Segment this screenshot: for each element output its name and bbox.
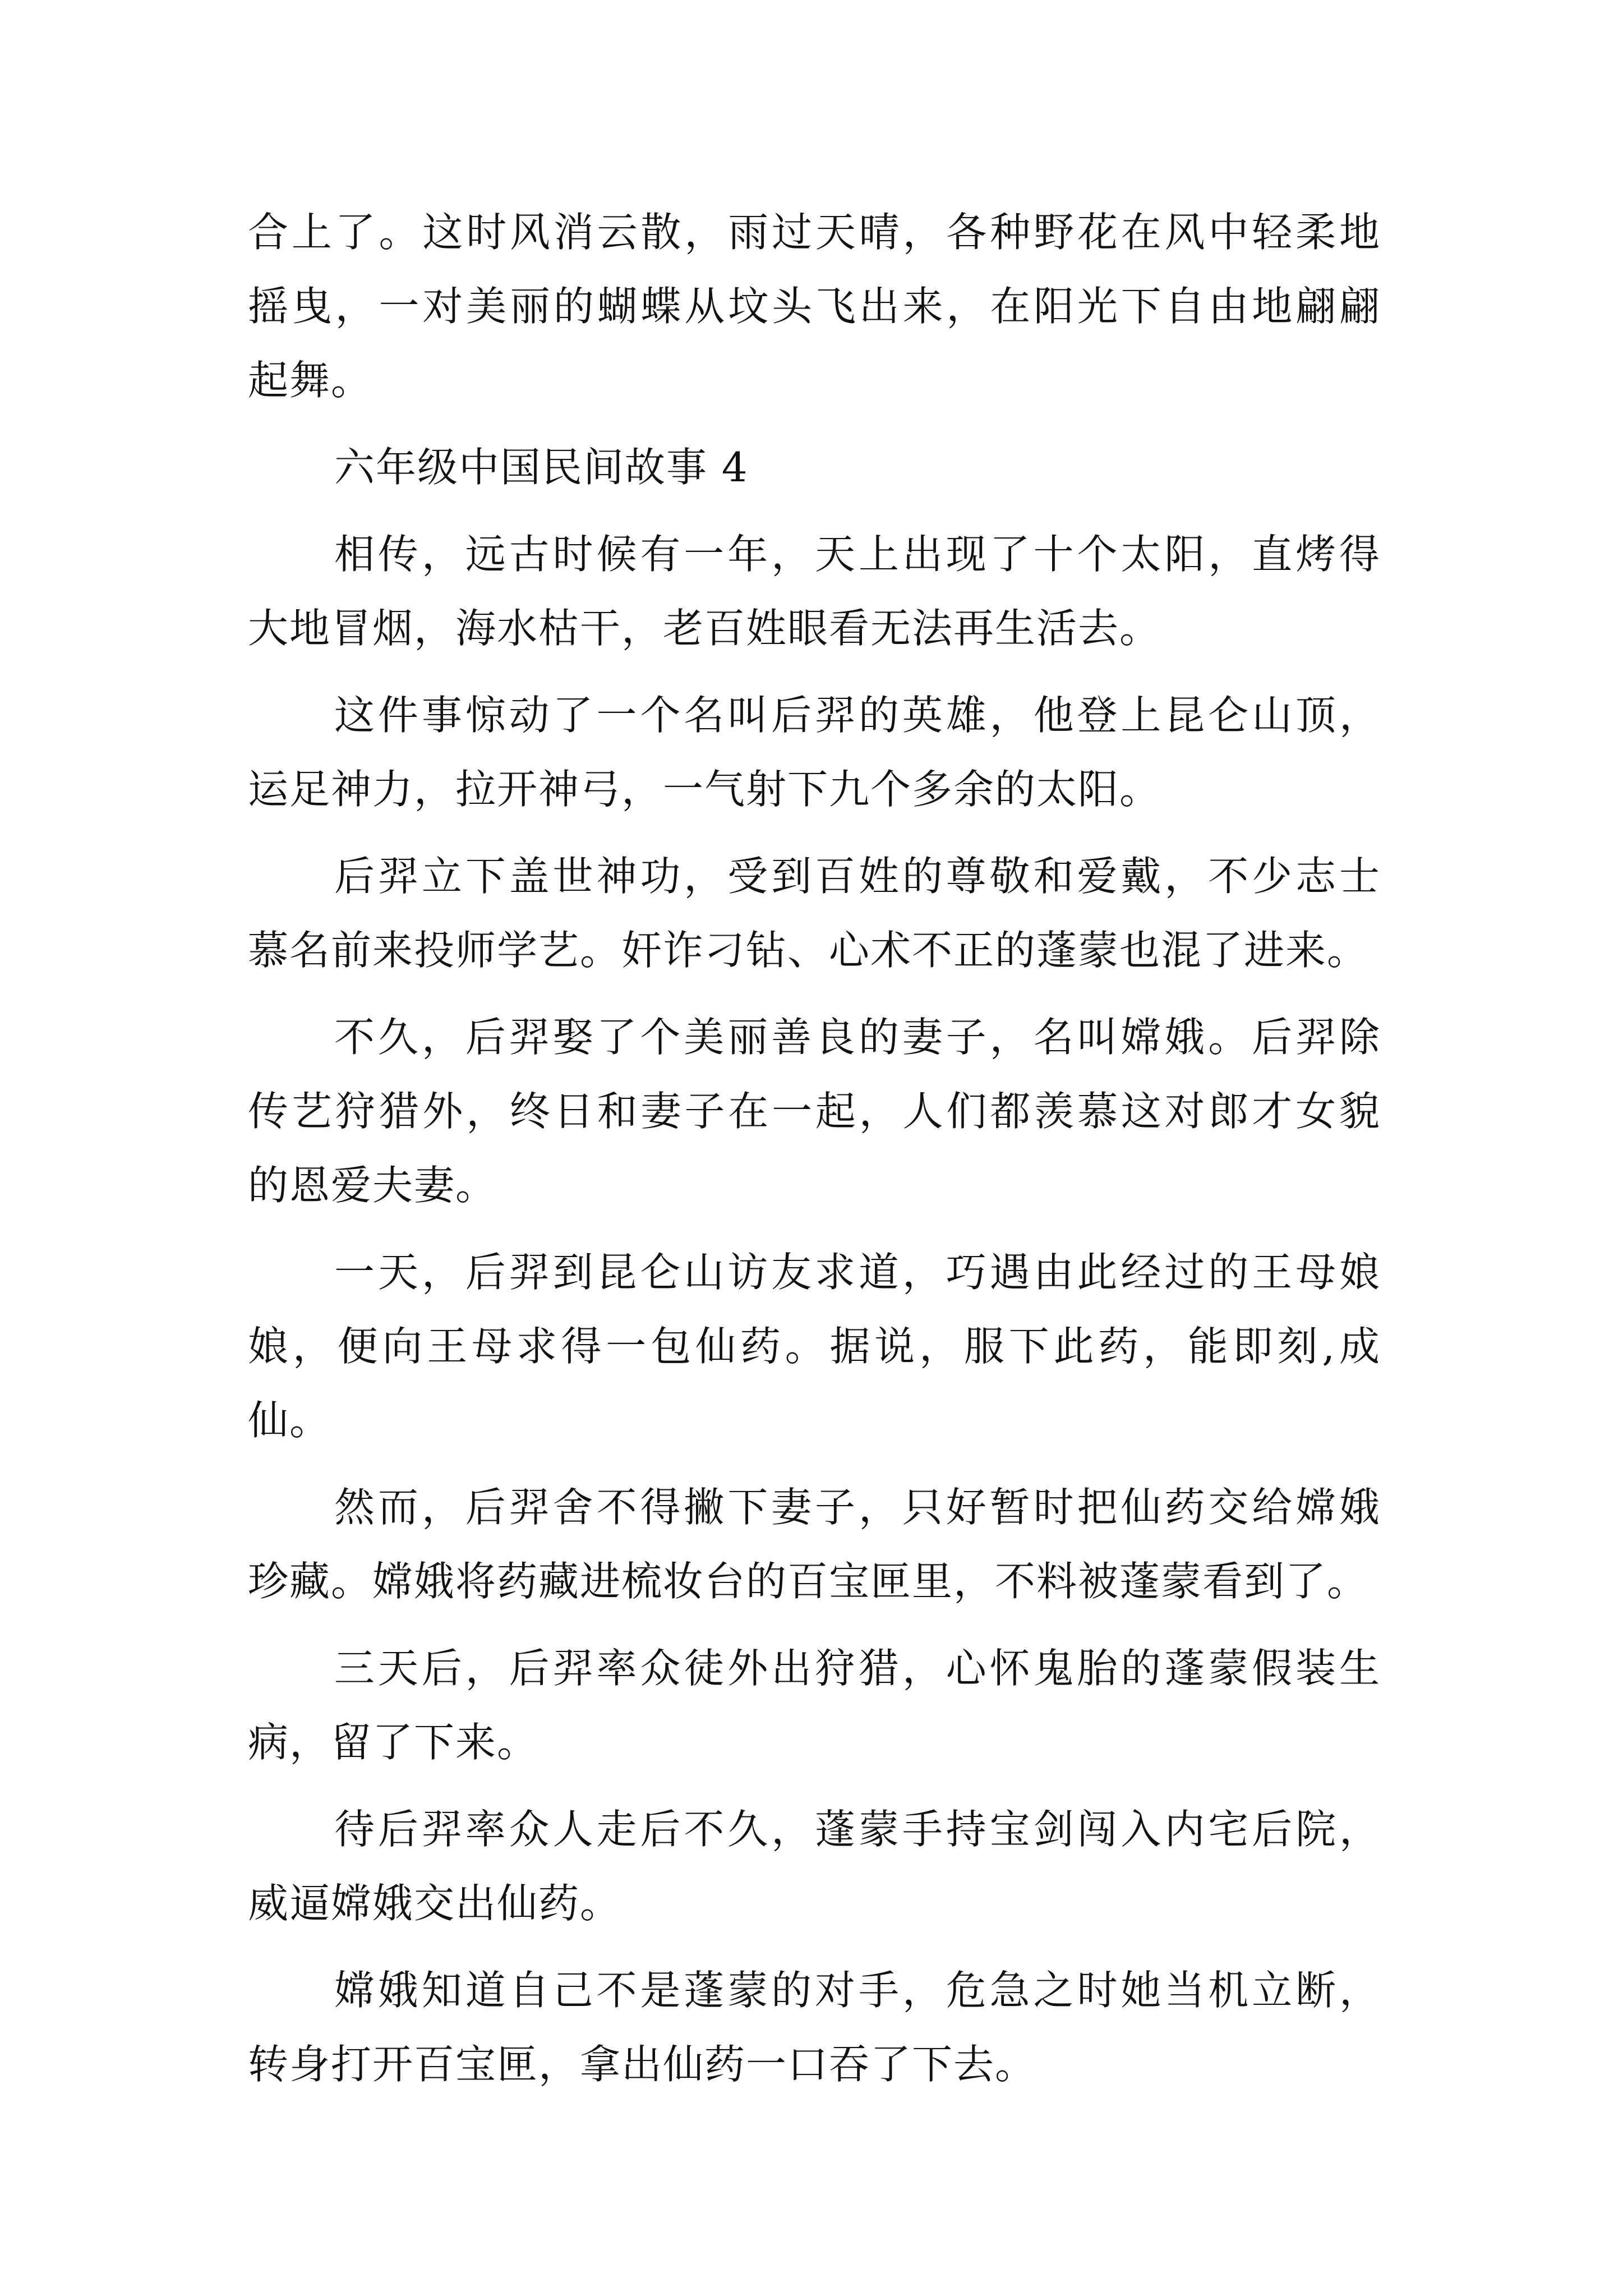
text-line: 后羿立下盖世神功，受到百姓的尊敬和爱戴，不少志士 xyxy=(334,853,1381,900)
paragraph-gap xyxy=(248,665,1381,678)
paragraph-gap xyxy=(248,417,1381,430)
heading-line: 六年级中国民间故事 4 xyxy=(334,444,749,491)
text-line: 运足神力，拉开神弓，一气射下九个多余的太阳。 xyxy=(248,766,1161,813)
text-line: 不久，后羿娶了个美丽善良的妻子，名叫嫦娥。后羿除 xyxy=(334,1014,1381,1061)
text-line: 转身打开百宝匣，拿出仙药一口吞了下去。 xyxy=(248,2041,1037,2088)
paragraph-gap xyxy=(248,1940,1381,1953)
paragraph xyxy=(248,678,1381,826)
text-line: 威逼嫦娥交出仙药。 xyxy=(248,1880,622,1927)
text-line: 珍藏。嫦娥将药藏进梳妆台的百宝匣里，不料被蓬蒙看到了。 xyxy=(248,1558,1369,1605)
text-line: 起舞。 xyxy=(248,357,373,404)
section-heading xyxy=(248,430,1381,504)
paragraph xyxy=(248,1470,1381,1618)
paragraph xyxy=(248,195,1381,417)
text-line: 一天，后羿到昆仑山访友求道，巧遇由此经过的王母娘 xyxy=(334,1249,1381,1296)
text-line: 病，留了下来。 xyxy=(248,1719,539,1766)
text-line: 大地冒烟，海水枯干，老百姓眼看无法再生活去。 xyxy=(248,605,1161,652)
text-line: 嫦娥知道自己不是蓬蒙的对手，危急之时她当机立断， xyxy=(334,1967,1381,2014)
paragraph-gap xyxy=(248,1457,1381,1470)
text-line: 待后羿率众人走后不久，蓬蒙手持宝剑闯入内宅后院， xyxy=(334,1806,1381,1853)
text-line: 这件事惊动了一个名叫后羿的英雄，他登上昆仑山顶， xyxy=(334,692,1381,739)
text-line: 三天后，后羿率众徒外出狩猎，心怀鬼胎的蓬蒙假装生 xyxy=(334,1645,1381,1692)
paragraph xyxy=(248,517,1381,665)
text-line: 合上了。这时风消云散，雨过天晴，各种野花在风中轻柔地 xyxy=(248,209,1381,256)
paragraph-gap xyxy=(248,987,1381,1000)
text-line: 慕名前来投师学艺。奸诈刁钻、心术不正的蓬蒙也混了进来。 xyxy=(248,927,1369,974)
text-line: 娘，便向王母求得一包仙药。据说，服下此药，能即刻,成 xyxy=(248,1323,1381,1370)
text-line: 相传，远古时候有一年，天上出现了十个太阳，直烤得 xyxy=(334,531,1381,578)
text-line: 仙。 xyxy=(248,1397,331,1444)
paragraph-gap xyxy=(248,826,1381,839)
paragraph-gap xyxy=(248,1618,1381,1631)
paragraph-gap xyxy=(248,504,1381,517)
paragraph xyxy=(248,1953,1381,2101)
text-line: 传艺狩猎外，终日和妻子在一起，人们都羡慕这对郎才女貌 xyxy=(248,1088,1381,1135)
paragraph-gap xyxy=(248,1779,1381,1792)
paragraph xyxy=(248,1235,1381,1457)
document-body xyxy=(248,195,1381,2101)
text-line: 的恩爱夫妻。 xyxy=(248,1162,497,1209)
text-line: 摇曳，一对美丽的蝴蝶从坟头飞出来，在阳光下自由地翩翩 xyxy=(248,283,1381,330)
paragraph xyxy=(248,1631,1381,1779)
paragraph xyxy=(248,839,1381,987)
paragraph xyxy=(248,1000,1381,1222)
text-line: 然而，后羿舍不得撇下妻子，只好暂时把仙药交给嫦娥 xyxy=(334,1484,1381,1531)
paragraph-gap xyxy=(248,1222,1381,1235)
paragraph xyxy=(248,1792,1381,1940)
